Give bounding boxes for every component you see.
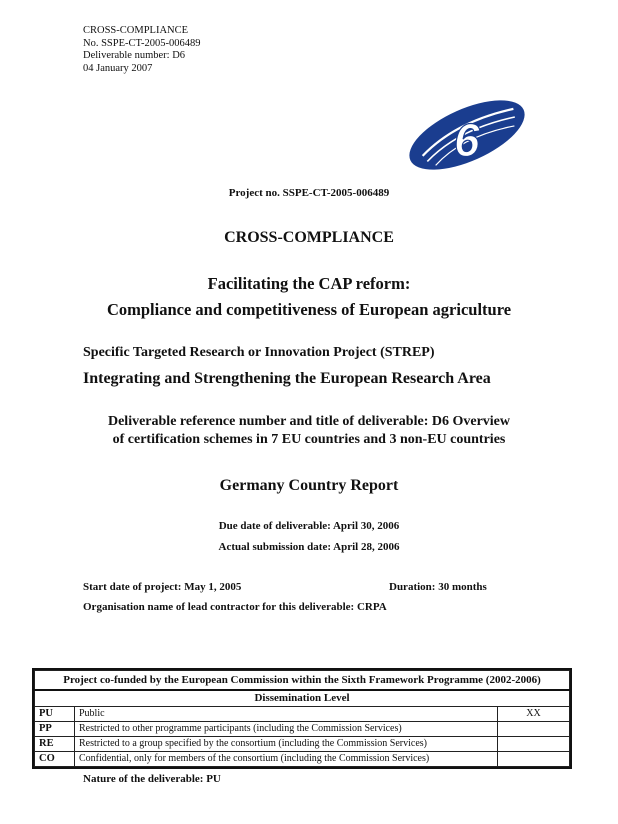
- table-row: [35, 737, 570, 752]
- level-description: Restricted to other programme participants (including the Commission Services): [75, 722, 498, 737]
- level-mark: [498, 722, 570, 737]
- header-contract-number: No. SSPE-CT-2005-006489: [83, 37, 201, 49]
- table-row: [35, 752, 570, 767]
- header-project-name: CROSS-COMPLIANCE: [83, 25, 189, 36]
- header-deliverable-number: Deliverable number: D6: [83, 50, 186, 61]
- dissemination-table: [32, 668, 572, 769]
- project-number: Project no. SSPE-CT-2005-006489: [228, 187, 390, 199]
- funding-statement: Project co-funded by the European Commission within the Sixth Framework Programme (2002-2006): [35, 671, 570, 691]
- document-header: [83, 25, 200, 75]
- level-description: Public: [75, 707, 498, 722]
- start-date: Start date of project: May 1, 2005: [83, 581, 242, 593]
- report-title: Germany Country Report: [219, 477, 399, 494]
- due-date: Due date of deliverable: April 30, 2006: [218, 520, 400, 532]
- fp6-logo-numeral: 6: [454, 114, 480, 166]
- dissemination-level-row: [35, 690, 570, 707]
- funding-row: [35, 671, 570, 691]
- level-mark: [498, 752, 570, 767]
- project-title: CROSS-COMPLIANCE: [224, 229, 394, 246]
- level-code: RE: [35, 737, 75, 752]
- research-area: Integrating and Strengthening the European Research Area: [83, 370, 491, 387]
- fp6-logo-icon: [402, 96, 532, 174]
- deliverable-title-line-2: of certification schemes in 7 EU countries and 3 non-EU countries: [112, 432, 506, 447]
- table-row: [35, 707, 570, 722]
- subtitle-line-1: Facilitating the CAP reform:: [207, 274, 411, 293]
- lead-contractor: Organisation name of lead contractor for this deliverable: CRPA: [83, 601, 387, 613]
- table-row: [35, 722, 570, 737]
- level-code: PU: [35, 707, 75, 722]
- project-type: Specific Targeted Research or Innovation Project (STREP): [83, 345, 435, 360]
- deliverable-nature: Nature of the deliverable: PU: [83, 773, 221, 785]
- level-description: Confidential, only for members of the consortium (including the Commission Services): [75, 752, 498, 767]
- header-date: 04 January 2007: [83, 62, 153, 74]
- level-code: PP: [35, 722, 75, 737]
- level-mark: XX: [498, 707, 570, 722]
- deliverable-title-line-1: Deliverable reference number and title of deliverable: D6 Overview: [107, 414, 510, 429]
- dissemination-level-header: Dissemination Level: [35, 690, 570, 707]
- duration: Duration: 30 months: [389, 581, 487, 593]
- level-code: CO: [35, 752, 75, 767]
- subtitle-line-2: Compliance and competitiveness of European agriculture: [106, 300, 512, 319]
- level-description: Restricted to a group specified by the consortium (including the Commission Services): [75, 737, 498, 752]
- level-mark: [498, 737, 570, 752]
- submission-date: Actual submission date: April 28, 2006: [218, 541, 400, 553]
